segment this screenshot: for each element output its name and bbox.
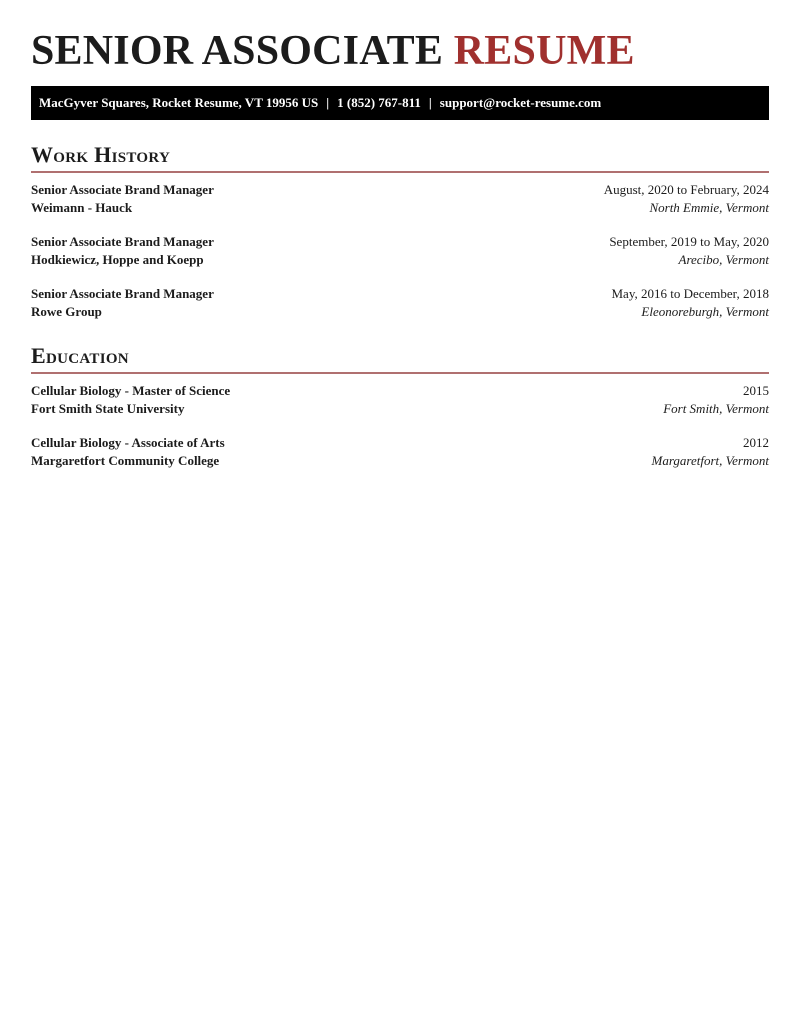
contact-email[interactable]: support@rocket-resume.com: [439, 95, 602, 110]
work-entry-row-top: [31, 233, 769, 251]
contact-bar: [31, 86, 769, 120]
work-entry-row-bottom: [31, 303, 769, 321]
work-entry-row-top: [31, 181, 769, 199]
work-entry-row-top: [31, 285, 769, 303]
education-list: [31, 382, 769, 470]
job-position: Senior Associate Brand Manager: [31, 234, 214, 249]
work-history-list: [31, 181, 769, 321]
work-entry-row-bottom: [31, 199, 769, 217]
education-entry-row-bottom: [31, 452, 769, 470]
education-location: Fort Smith, Vermont: [663, 401, 769, 416]
education-entry-row-top: [31, 434, 769, 452]
job-position: Senior Associate Brand Manager: [31, 286, 214, 301]
education-section: [31, 343, 769, 470]
education-entry-row-bottom: [31, 400, 769, 418]
education-entry: [31, 382, 769, 418]
education-school: Margaretfort Community College: [31, 453, 220, 468]
job-location: Arecibo, Vermont: [678, 252, 769, 267]
education-year: 2015: [743, 383, 769, 398]
contact-address: MacGyver Squares, Rocket Resume, VT 19956 US: [39, 95, 319, 110]
contact-separator: |: [428, 95, 432, 110]
job-location: Eleonoreburgh, Vermont: [641, 304, 769, 319]
job-company: Hodkiewicz, Hoppe and Koepp: [31, 252, 204, 267]
contact-separator: |: [326, 95, 330, 110]
education-heading: Education: [31, 343, 769, 374]
job-dates: August, 2020 to February, 2024: [603, 182, 769, 197]
education-entry-row-top: [31, 382, 769, 400]
resume-title-main: SENIOR ASSOCIATE: [31, 28, 444, 74]
education-year: 2012: [743, 435, 769, 450]
contact-phone[interactable]: 1 (852) 767-811: [337, 95, 421, 110]
resume-page: [31, 0, 769, 470]
work-entry-row-bottom: [31, 251, 769, 269]
job-position: Senior Associate Brand Manager: [31, 182, 214, 197]
education-location: Margaretfort, Vermont: [651, 453, 769, 468]
resume-title: [31, 0, 769, 86]
work-history-section: [31, 142, 769, 321]
job-dates: September, 2019 to May, 2020: [609, 234, 769, 249]
job-dates: May, 2016 to December, 2018: [611, 286, 769, 301]
job-company: Weimann - Hauck: [31, 200, 133, 215]
resume-title-accent: RESUME: [453, 28, 635, 74]
job-location: North Emmie, Vermont: [649, 200, 769, 215]
work-entry: [31, 233, 769, 269]
education-degree: Cellular Biology - Associate of Arts: [31, 435, 225, 450]
work-entry: [31, 181, 769, 217]
education-school: Fort Smith State University: [31, 401, 185, 416]
education-entry: [31, 434, 769, 470]
job-company: Rowe Group: [31, 304, 102, 319]
work-entry: [31, 285, 769, 321]
work-history-heading: Work History: [31, 142, 769, 173]
education-degree: Cellular Biology - Master of Science: [31, 383, 231, 398]
